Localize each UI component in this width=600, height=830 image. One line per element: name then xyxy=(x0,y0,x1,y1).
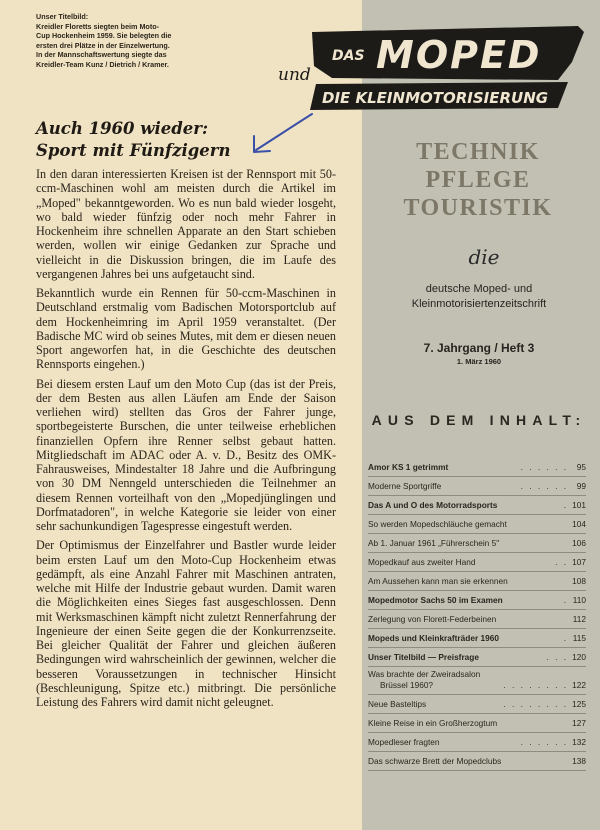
toc-entry-title-line-2: Brüssel 1960? xyxy=(380,680,434,690)
subtitle-line-2: Kleinmotorisiertenzeitschrift xyxy=(411,298,547,310)
toc-leader-dots: . . xyxy=(555,557,568,567)
toc-entry-page: 120 xyxy=(572,652,586,662)
toc-entry-page: 107 xyxy=(572,557,586,567)
die-script: die xyxy=(468,245,500,269)
toc-entry-page: 115 xyxy=(572,633,586,643)
volume-label: 7. Jahrgang / Heft 3 xyxy=(423,341,535,355)
toc-entry-title: Mopedleser fragten xyxy=(368,737,440,747)
heading-line-1: Auch 1960 wieder: xyxy=(36,119,209,138)
toc-entry-title: Was brachte der Zweiradsalon xyxy=(368,669,481,679)
caption-line: Kreidler-Team Kunz / Dietrich / Kramer. xyxy=(36,59,169,69)
toc-entry-title: Zerlegung von Florett-Federbeinen xyxy=(368,614,497,624)
toc-leader-dots: . . . xyxy=(546,652,568,662)
toc-entry-page: 127 xyxy=(572,718,586,728)
toc-row xyxy=(368,572,586,591)
subtitle-line-1: deutsche Moped- und xyxy=(425,283,533,295)
logo-kleinmotorisierung: DIE KLEINMOTORISIERUNG xyxy=(322,89,549,107)
toc-entry-title: Das A und O des Motorradsports xyxy=(368,500,498,510)
article-paragraph: In den daran interessierten Kreisen ist der Rennsport mit 50-ccm-Maschinen wohl am meisten durch die Artikel im „Moped" bekanntgeworden. Wo es nun bald wieder losgeht, wo bald wieder fünfzig oder noch mehr Fahrer in Hockenheim ihre schnellen Apparate an den Start schieben werden, wollen wir einige Gedanken zur Sprache und vielleicht in die Diskussion bringen, die im Laufe des vergangenen Jahres bei uns aufgetaucht sind. xyxy=(36,167,336,281)
toc-entry-page: 122 xyxy=(572,680,586,690)
toc-entry-title: Neue Basteltips xyxy=(368,699,427,709)
toc-leader-dots: . xyxy=(563,595,568,605)
toc-entry-page: 110 xyxy=(572,595,586,605)
caption-line: In der Mannschaftswertung siegte das xyxy=(36,50,167,60)
magazine-subtitle xyxy=(366,282,592,312)
toc-row xyxy=(368,629,586,648)
toc-title: AUS DEM INHALT: xyxy=(371,412,587,428)
theme-touristik: TOURISTIK xyxy=(403,195,553,221)
toc-entry-title: So werden Mopedschläuche gemacht xyxy=(368,519,507,529)
toc-entry-page: 138 xyxy=(572,756,586,766)
caption-line: Cup Hockenheim 1959. Sie belegten die xyxy=(36,31,172,41)
issue-date: 1. März 1960 xyxy=(456,357,502,366)
handwritten-arrow-icon xyxy=(238,110,316,158)
logo-das: DAS xyxy=(332,48,365,64)
toc-entry-page: 125 xyxy=(572,699,586,709)
toc-entry-page: 101 xyxy=(572,500,586,510)
toc-row xyxy=(368,667,586,695)
toc-entry-title: Unser Titelbild — Preisfrage xyxy=(368,652,479,662)
toc-entry-page: 108 xyxy=(572,576,586,586)
article-body xyxy=(36,167,336,714)
cover-caption xyxy=(36,12,272,70)
toc-entry-title: Mopedmotor Sachs 50 im Examen xyxy=(368,595,503,605)
toc-row xyxy=(368,591,586,610)
toc-row xyxy=(368,610,586,629)
article-paragraph: Bekanntlich wurde ein Rennen für 50-ccm-Maschinen in Deutschland erstmalig vom Badischen Motorsportclub auf dem Hockenheimring im April 1959 veranstaltet. (Der Badische MC wird ob seines Mutes, mit dem er diesen neuen Sport angeworfen hat, in die Geschichte des deutschen Rennsports eingehen.) xyxy=(36,286,336,372)
toc-leader-dots: . . . . . . . . xyxy=(503,699,568,709)
toc-row xyxy=(368,458,586,477)
toc-entry-title: Amor KS 1 getrimmt xyxy=(368,462,449,472)
toc-entry-page: 132 xyxy=(572,737,586,747)
toc-entry-title: Moderne Sportgriffe xyxy=(368,481,442,491)
toc-entry-page: 112 xyxy=(572,614,586,624)
caption-line: Kreidler Floretts siegten beim Moto- xyxy=(36,21,160,31)
toc-entry-title: Ab 1. Januar 1961 „Führerschein 5" xyxy=(368,538,500,548)
toc-leader-dots: . xyxy=(563,633,568,643)
toc-row xyxy=(368,515,586,534)
toc-entry-page: 106 xyxy=(572,538,586,548)
toc-leader-dots: . xyxy=(563,500,568,510)
toc-entry-page: 104 xyxy=(572,519,586,529)
theme-list xyxy=(362,138,594,222)
toc-row xyxy=(368,553,586,572)
table-of-contents xyxy=(368,458,586,771)
article-paragraph: Der Optimismus der Einzelfahrer und Bastler wurde leider beim ersten Lauf um den Moto-Cup Hockenheim etwas gedämpft, als eine Anzahl Fahrer mit Maschinen antraten, welche mit Hilfe der Industrie gebaut wurden. Damit waren die Möglichkeiten eines Sieges fast ausgeschlossen. Denn mit Werksmaschinen kämpft nicht zuletzt Rennerfahrung der Ingenieure der einen Seite gegen die der Konkurrenzseite. Bei gleicher Qualität der Fahrer und gleichen äußeren Bedingungen wird wahrscheinlich der gewinnen, welcher die besseren Voraussetzungen in technischer Hinsicht (Beschleunigung, Spitze etc.) mitbringt. Die persönliche Leistung des Fahrers wird damit nicht geleugnet. xyxy=(36,538,336,709)
toc-row xyxy=(368,477,586,496)
toc-entry-title: Am Aussehen kann man sie erkennen xyxy=(368,576,508,586)
toc-row xyxy=(368,534,586,553)
toc-row xyxy=(368,695,586,714)
article-paragraph: Bei diesem ersten Lauf um den Moto Cup (das ist der Preis, der dem Besten aus allen Läufen am Ende der Saison verliehen wird) stellten das Gros der Fahrer junge, sportbegeisterte Burschen, die unter teilweise erheblichen finanziellen Opfern ihre Renner selbst gebaut hatten. Mitgliedschaft im ADAC oder A. v. D., Besitz des OMK-Fahrausweises, Mindestalter 18 Jahre und die Aufbringung von 30 DM Nenngeld unterschieden die Teilnehmer an diesem Rennen vorteilhaft von den „Mopedjünglingen und Dorfmatadoren", in welche Kategorie sie leider von einer sehr sachunkundigen Tagespresse eingestuft werden. xyxy=(36,376,336,533)
theme-technik: TECHNIK xyxy=(416,139,540,165)
toc-row xyxy=(368,496,586,515)
toc-entry-page: 99 xyxy=(576,481,586,491)
toc-row xyxy=(368,752,586,771)
heading-line-2: Sport mit Fünfzigern xyxy=(36,141,231,160)
theme-pflege: PFLEGE xyxy=(425,167,531,193)
issue-info xyxy=(366,340,592,368)
toc-leader-dots: . . . . . . xyxy=(520,462,568,472)
toc-row xyxy=(368,714,586,733)
toc-entry-title: Kleine Reise in ein Großherzogtum xyxy=(368,718,498,728)
magazine-logo xyxy=(272,22,588,126)
logo-moped: MOPED xyxy=(376,33,542,77)
toc-leader-dots: . . . . . . . . xyxy=(503,680,568,690)
logo-und: und xyxy=(278,65,311,85)
toc-row xyxy=(368,648,586,667)
caption-title: Unser Titelbild: xyxy=(36,12,89,21)
toc-entry-page: 95 xyxy=(576,462,586,472)
toc-entry-title: Das schwarze Brett der Mopedclubs xyxy=(368,756,502,766)
toc-entry-title: Mopedkauf aus zweiter Hand xyxy=(368,557,476,567)
toc-entry-title: Mopeds und Kleinkrafträder 1960 xyxy=(368,633,499,643)
toc-entry-title-block xyxy=(368,669,503,691)
toc-leader-dots: . . . . . . xyxy=(520,481,568,491)
toc-leader-dots: . . . . . . xyxy=(520,737,568,747)
toc-row xyxy=(368,733,586,752)
caption-line: ersten drei Plätze in der Einzelwertung. xyxy=(36,40,170,50)
